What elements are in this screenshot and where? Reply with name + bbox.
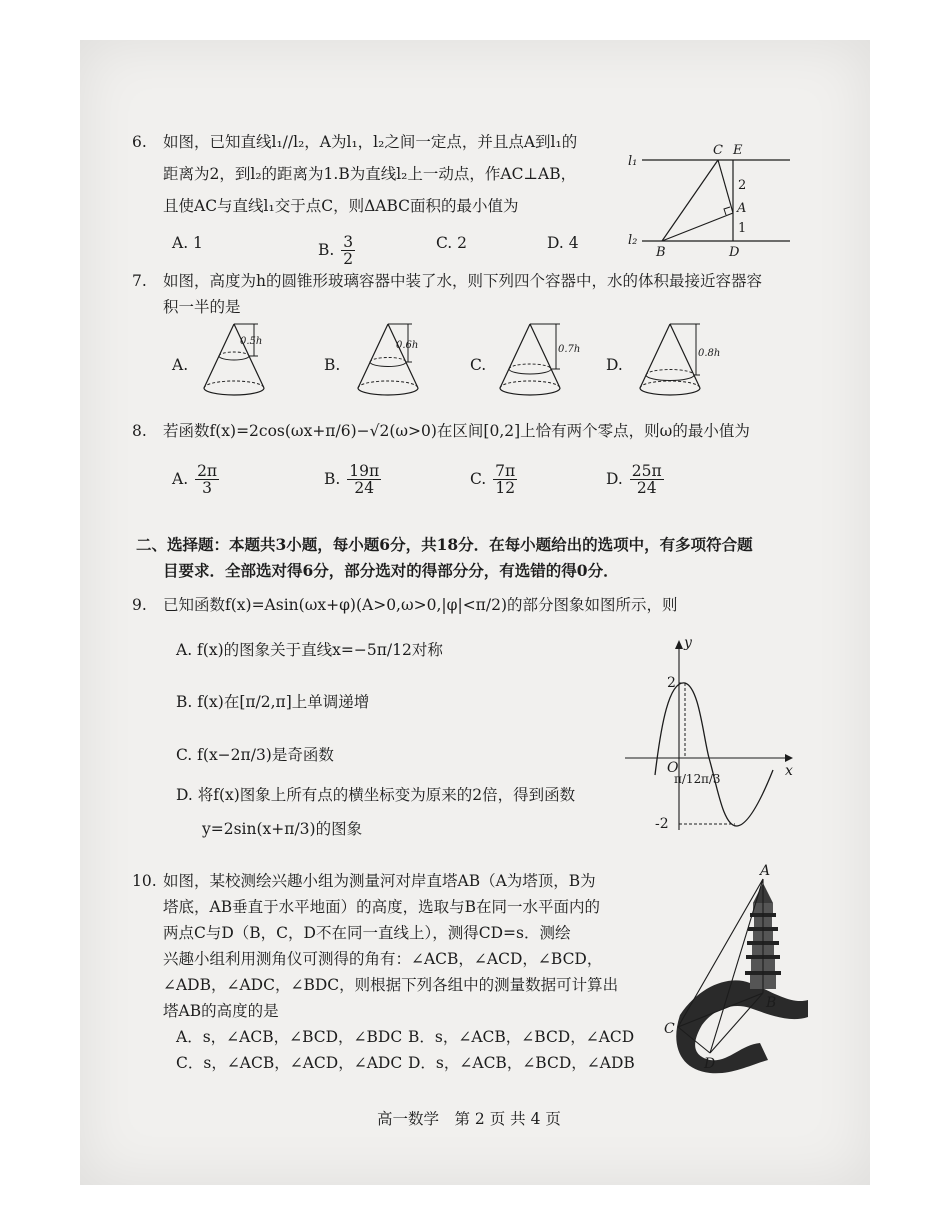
q9-graph-tick-pi12: π/12 [674, 772, 702, 786]
q8-option-d-den: 24 [636, 479, 657, 498]
q9-graph-tick-pi3: π/3 [701, 772, 721, 786]
q10-number: 10. [132, 872, 157, 890]
q8-stem: 若函数f(x)=2cos(ωx+π/6)−√2(ω>0)在区间[0,2]上恰有两个零点，则ω的最小值为 [163, 422, 750, 440]
q7-height-a: 0.5h [240, 336, 263, 347]
q10-fig-label-a: A [760, 863, 771, 879]
q9-option-d-line2: y=2sin(x+π/3)的图象 [202, 820, 363, 838]
q10-line1: 如图，某校测绘兴趣小组为测量河对岸直塔AB（A为塔顶，B为 [163, 872, 596, 890]
q6-fig-label-a: A [737, 201, 747, 216]
q6-option-b-num: 3 [343, 233, 354, 251]
q7-option-d: D. [606, 356, 623, 374]
q7-option-c: C. [470, 356, 487, 374]
q8-option-d-num: 25π [631, 462, 662, 480]
q8-option-d-label: D. [606, 469, 623, 488]
q8-number: 8. [132, 422, 147, 440]
q6-figure [620, 140, 800, 260]
q10-fig-label-d: D [704, 1056, 716, 1072]
q7-height-b: 0.6h [396, 340, 419, 351]
q6-option-b-den: 2 [343, 250, 354, 269]
q9-graph-origin: O [667, 760, 679, 776]
q10-fig-label-c: C [664, 1021, 675, 1037]
q10-fig-label-b: B [766, 995, 777, 1011]
q9-option-d-line1: D. 将f(x)图象上所有点的横坐标变为原来的2倍，得到函数 [176, 786, 576, 804]
q6-fig-dist-1: 1 [738, 221, 747, 236]
q6-line1: 如图，已知直线l₁//l₂，A为l₁，l₂之间一定点，并且点A到l₁的 [163, 133, 578, 151]
q6-line3: 且使AC与直线l₁交于点C，则ΔABC面积的最小值为 [163, 197, 519, 215]
q6-option-d: D. 4 [547, 234, 579, 252]
q8-option-a-num: 2π [197, 462, 218, 480]
q7-number: 7. [132, 272, 147, 290]
q6-number: 6. [132, 133, 147, 151]
q6-fig-label-e: E [733, 143, 743, 158]
q7-cone-a [196, 318, 276, 408]
q8-option-a-fraction [195, 463, 219, 497]
q10-line6: 塔AB的高度的是 [163, 1002, 279, 1020]
q6-line2: 距离为2，到l₂的距离为1.B为直线l₂上一动点，作AC⊥AB， [163, 165, 577, 183]
q6-option-c: C. 2 [436, 234, 468, 252]
q7-cone-d [632, 318, 722, 408]
q6-fig-label-d: D [729, 245, 740, 260]
q8-option-b-num: 19π [349, 462, 380, 480]
q8-option-b-label: B. [324, 469, 341, 488]
q6-fig-dist-2: 2 [738, 178, 747, 193]
q9-graph-ymin: -2 [655, 816, 669, 832]
q8-option-c-num: 7π [495, 462, 516, 480]
q8-option-a-den: 3 [202, 479, 213, 498]
q10-tower-figure [640, 865, 810, 1075]
q8-option-c-den: 12 [495, 479, 516, 498]
q9-graph-y-label: y [684, 635, 692, 651]
q6-option-b-fraction [341, 234, 355, 268]
q9-option-b: B. f(x)在[π/2,π]上单调递增 [176, 693, 370, 711]
q9-option-a: A. f(x)的图象关于直线x=−5π/12对称 [176, 641, 443, 659]
q10-option-c: C．s，∠ACB，∠ACD，∠ADC [176, 1054, 403, 1072]
q7-option-a: A. [172, 356, 189, 374]
q6-option-b [318, 234, 357, 268]
q8-option-a [172, 463, 221, 497]
q8-option-c [470, 463, 519, 497]
q7-option-b: B. [324, 356, 341, 374]
q10-option-d: D．s，∠ACB，∠BCD，∠ADB [408, 1054, 635, 1072]
q9-graph-x-label: x [785, 763, 793, 779]
q8-option-a-label: A. [172, 469, 189, 488]
q6-fig-label-b: B [656, 245, 666, 260]
q8-option-b [324, 463, 383, 497]
q8-option-c-label: C. [470, 469, 487, 488]
page-footer: 高一数学 第 2 页 共 4 页 [377, 1110, 561, 1128]
q10-line4: 兴趣小组利用测角仪可测得的角有：∠ACB，∠ACD，∠BCD， [163, 950, 603, 968]
section2-heading-line2: 目要求．全部选对得6分，部分选对的得部分分，有选错的得0分． [163, 561, 619, 580]
q10-line2: 塔底，AB垂直于水平地面）的高度，选取与B在同一水平面内的 [163, 898, 600, 916]
q10-option-b: B．s，∠ACB，∠BCD，∠ACD [408, 1028, 635, 1046]
q8-option-b-fraction [347, 463, 381, 497]
q7-height-c: 0.7h [558, 344, 581, 355]
q7-line2: 积一半的是 [163, 298, 241, 316]
q8-option-d [606, 463, 666, 497]
q7-line1: 如图，高度为h的圆锥形玻璃容器中装了水，则下列四个容器中，水的体积最接近容器容 [163, 272, 762, 290]
q9-option-c: C. f(x−2π/3)是奇函数 [176, 746, 334, 764]
q6-option-a: A. 1 [172, 234, 203, 252]
q9-number: 9. [132, 596, 147, 614]
q9-graph [625, 635, 800, 835]
q6-option-b-label: B. [318, 240, 335, 259]
q7-cone-c [492, 318, 582, 408]
q9-stem: 已知函数f(x)=Asin(ωx+φ)(A>0,ω>0,|φ|<π/2)的部分图象如图所示，则 [163, 596, 678, 614]
q7-height-d: 0.8h [698, 348, 721, 359]
q10-line3: 两点C与D（B，C，D不在同一直线上），测得CD=s．测绘 [163, 924, 571, 942]
q9-graph-ymax: 2 [667, 675, 676, 691]
q10-option-a: A．s，∠ACB，∠BCD，∠BDC [176, 1028, 403, 1046]
q6-fig-label-l2: l₂ [628, 233, 638, 248]
q6-fig-label-c: C [713, 143, 723, 158]
q8-option-c-fraction [493, 463, 517, 497]
q7-cone-b [350, 318, 430, 408]
section2-heading-line1: 二、选择题：本题共3小题，每小题6分，共18分．在每小题给出的选项中，有多项符合题 [136, 535, 753, 554]
q6-fig-label-l1: l₁ [628, 154, 638, 169]
q8-option-d-fraction [630, 463, 664, 497]
q10-line5: ∠ADB，∠ADC，∠BDC，则根据下列各组中的测量数据可计算出 [163, 976, 619, 994]
q8-option-b-den: 24 [354, 479, 375, 498]
